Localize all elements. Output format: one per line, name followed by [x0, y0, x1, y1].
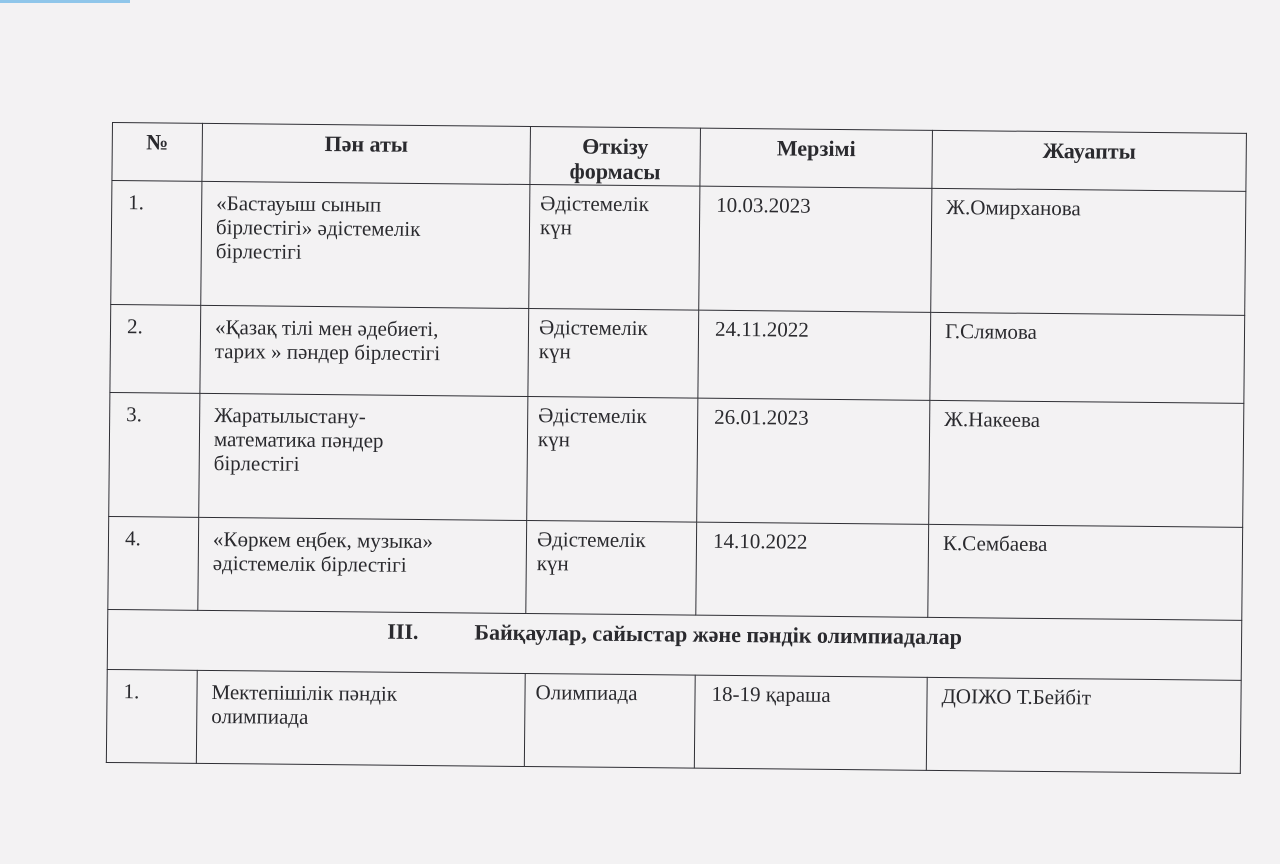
row-form — [529, 184, 700, 310]
header-subject: Пән аты — [202, 123, 531, 184]
row-number: 1. — [106, 669, 197, 763]
section-heading — [107, 609, 1242, 680]
subject-line: бірлестігі — [213, 450, 300, 476]
events-table — [106, 122, 1247, 773]
row-number: 4. — [108, 516, 199, 610]
header-num: № — [112, 123, 203, 181]
row-number: 1. — [111, 180, 202, 305]
subject-line: «Бастауыш сынып — [216, 190, 382, 217]
row-date: 18-19 қараша — [694, 675, 927, 770]
row-subject — [198, 517, 527, 613]
row-subject — [196, 670, 525, 766]
section-title: Байқаулар, сайыстар және пәндік олимпиадалар — [474, 619, 963, 649]
form-line: Әдістемелік — [538, 402, 647, 428]
top-edge-strip — [0, 0, 130, 3]
table-row — [106, 669, 1241, 773]
subject-line: тарих » пәндер бірлестігі — [214, 338, 441, 365]
header-form-line: формасы — [569, 158, 661, 185]
row-number: 2. — [110, 304, 201, 393]
row-number: 3. — [109, 392, 200, 517]
header-form-line: Өткізу — [582, 133, 649, 160]
form-line: күн — [537, 426, 571, 452]
row-subject — [201, 181, 530, 308]
header-form — [530, 127, 701, 186]
table-row — [109, 392, 1244, 527]
header-date: Мерзімі — [700, 128, 933, 188]
form-line: Олимпиада — [535, 679, 638, 705]
subject-line: әдістемелік бірлестігі — [212, 550, 407, 577]
row-form — [527, 396, 698, 522]
section-heading-row — [107, 609, 1242, 680]
row-date: 26.01.2023 — [697, 398, 930, 524]
row-date: 10.03.2023 — [699, 186, 932, 312]
header-responsible: Жауапты — [932, 130, 1247, 191]
row-responsible: Ж.Омирханова — [931, 188, 1246, 315]
row-responsible: ДОІЖО Т.Бейбіт — [926, 677, 1241, 773]
row-form — [524, 673, 695, 768]
row-responsible: К.Сембаева — [928, 524, 1243, 620]
form-line: Әдістемелік — [540, 190, 649, 216]
table-row — [110, 304, 1245, 403]
table-row — [111, 180, 1246, 315]
subject-line: Мектепішілік пәндік — [211, 679, 398, 706]
form-line: Әдістемелік — [536, 526, 646, 552]
subject-line: «Көркем еңбек, музыка» — [212, 526, 434, 553]
row-date: 24.11.2022 — [698, 310, 931, 400]
row-responsible: Г.Слямова — [930, 312, 1245, 403]
row-date: 14.10.2022 — [696, 522, 929, 617]
subject-line: бірлестігі — [215, 238, 302, 264]
form-line: Әдістемелік — [538, 314, 648, 340]
row-subject — [199, 393, 528, 520]
subject-line: Жаратылыстану- — [214, 402, 366, 429]
row-subject — [200, 305, 529, 396]
subject-line: «Қазақ тілі мен әдебиеті, — [214, 314, 439, 341]
subject-line: олимпиада — [211, 703, 309, 729]
section-number: III. — [387, 618, 419, 644]
form-line: күн — [538, 338, 571, 364]
form-line: күн — [539, 214, 573, 240]
row-responsible: Ж.Накеева — [929, 400, 1244, 527]
row-form — [526, 520, 697, 615]
table-row — [108, 516, 1243, 620]
subject-line: бірлестігі» әдістемелік — [215, 214, 421, 241]
form-line: күн — [536, 550, 569, 576]
row-form — [528, 308, 699, 398]
table-header-row — [112, 123, 1247, 191]
subject-line: математика пәндер — [213, 426, 384, 453]
